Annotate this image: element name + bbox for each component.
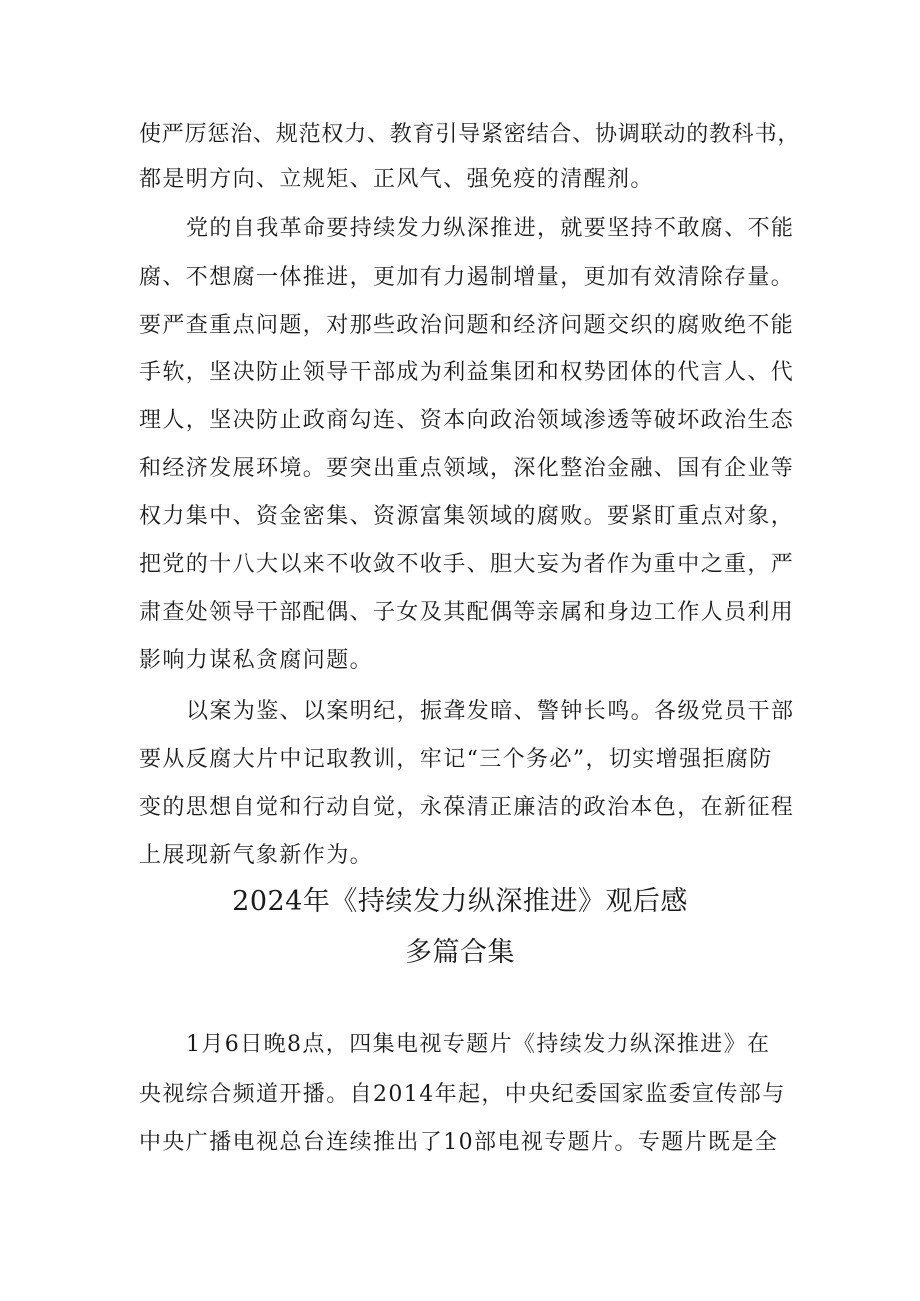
text-line: 变的思想自觉和行动自觉，永葆清正廉洁的政治本色，在新征程 <box>139 795 795 820</box>
text-line: 1月6日晚8点，四集电视专题片《持续发力纵深推进》在 <box>186 1032 771 1057</box>
text-line: 以案为鉴、以案明纪，振聋发暗、警钟长鸣。各级党员干部 <box>186 699 795 724</box>
text-line: 上展现新气象新作为。 <box>139 843 374 868</box>
text-line: 中央广播电视总台连续推出了10部电视专题片。专题片既是全 <box>139 1130 779 1155</box>
text-line: 把党的十八大以来不收敛不收手、胆大妄为者作为重中之重，严 <box>139 552 795 577</box>
section-title-line-2: 多篇合集 <box>405 937 515 968</box>
text-line: 腐、不想腐一体推进，更加有力遏制增量，更加有效清除存量。 <box>139 265 795 290</box>
text-line: 和经济发展环境。要突出重点领域，深化整治金融、国有企业等 <box>139 456 795 481</box>
text-line: 要严查重点问题，对那些政治问题和经济问题交织的腐败绝不能 <box>139 313 795 338</box>
text-line: 党的自我革命要持续发力纵深推进，就要坚持不敢腐、不能 <box>186 216 795 241</box>
text-line: 央视综合频道开播。自2014年起，中央纪委国家监委宣传部与 <box>139 1082 786 1107</box>
text-line: 权力集中、资金密集、资源富集领域的腐败。要紧盯重点对象， <box>139 504 795 529</box>
text-line: 要从反腐大片中记取教训，牢记“三个务必”，切实增强拒腐防 <box>139 747 773 772</box>
text-line: 都是明方向、立规矩、正风气、强免疫的清醒剂。 <box>139 167 654 192</box>
text-line: 使严厉惩治、规范权力、教育引导紧密结合、协调联动的教科书， <box>139 122 801 147</box>
text-line: 肃查处领导干部配偶、子女及其配偶等亲属和身边工作人员利用 <box>139 600 795 625</box>
text-line: 手软，坚决防止领导干部成为利益集团和权势团体的代言人、代 <box>139 360 795 385</box>
text-line: 理人，坚决防止政商勾连、资本向政治领域渗透等破坏政治生态 <box>139 408 795 433</box>
section-title-line-1: 2024年《持续发力纵深推进》观后感 <box>232 886 688 917</box>
text-line: 影响力谋私贪腐问题。 <box>139 648 374 673</box>
